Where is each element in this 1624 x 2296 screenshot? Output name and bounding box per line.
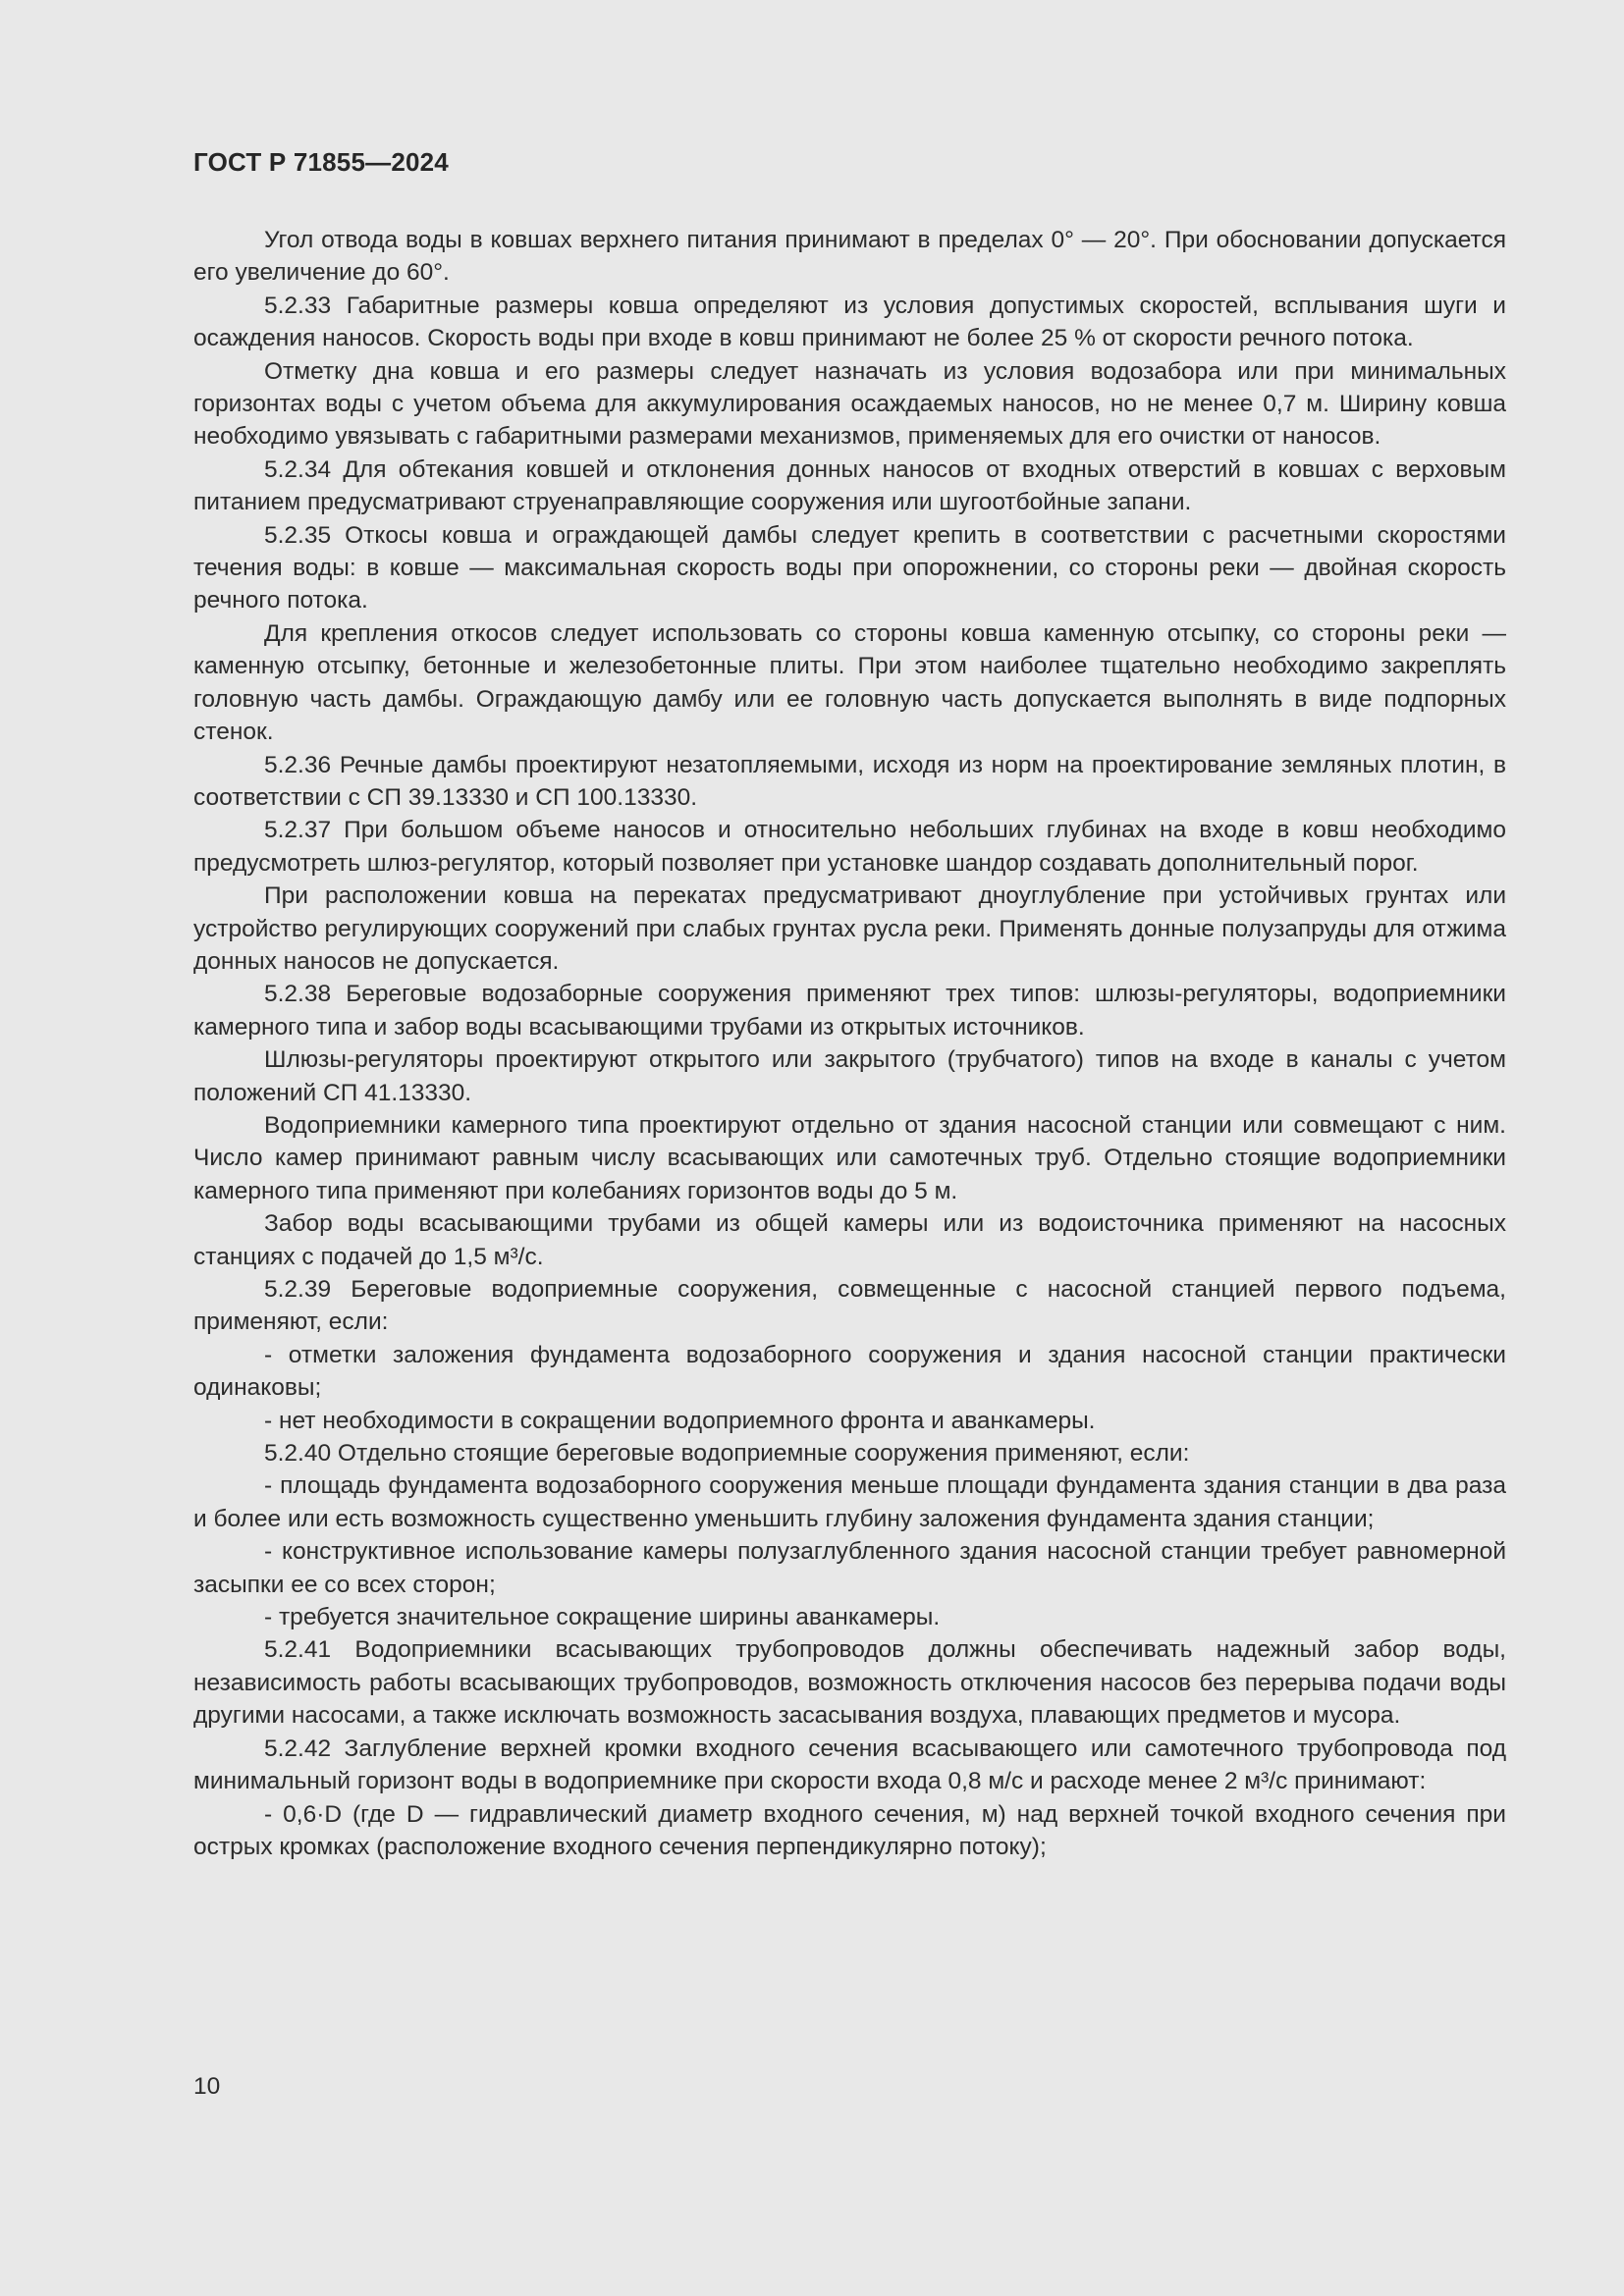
page-number: 10 <box>193 2073 221 2100</box>
paragraph: 5.2.33 Габаритные размеры ковша определяют из условия допустимых скоростей, всплывания шуги и осаждения наносов. Скорость воды при входе в ковш принимают не более 25 % от скорости речного потока. <box>193 292 1506 352</box>
paragraph: 5.2.42 Заглубление верхней кромки входного сечения всасывающего или самотечного трубопровода под минимальный горизонт воды в водоприемнике при скорости входа 0,8 м/с и расходе менее 2 м³/с принимают: <box>193 1735 1506 1795</box>
list-item: - конструктивное использование камеры полузаглубленного здания насосной станции требует равномерной засыпки ее со всех сторон; <box>193 1538 1506 1598</box>
paragraph: Для крепления откосов следует использовать со стороны ковша каменную отсыпку, со стороны реки — каменную отсыпку, бетонные и железобетонные плиты. При этом наиболее тщательно необходимо закреплять головную часть дамбы. Ограждающую дамбу или ее головную часть допускается выполнять в виде подпорных стенок. <box>193 619 1506 746</box>
paragraph: Отметку дна ковша и его размеры следует назначать из условия водозабора или при минимальных горизонтах воды с учетом объема для аккумулирования осаждаемых наносов, но не менее 0,7 м. Ширину ковша необходимо увязывать с габаритными размерами механизмов, применяемых для его очистки от наносов. <box>193 357 1506 451</box>
document-header: ГОСТ Р 71855—2024 <box>193 147 449 177</box>
list-item: - отметки заложения фундамента водозаборного сооружения и здания насосной станции практически одинаковы; <box>193 1341 1506 1402</box>
paragraph: 5.2.36 Речные дамбы проектируют незатопляемыми, исходя из норм на проектирование земляных плотин, в соответствии с СП 39.13330 и СП 100.13330. <box>193 751 1506 811</box>
paragraph: 5.2.39 Береговые водоприемные сооружения, совмещенные с насосной станцией первого подъема, применяют, если: <box>193 1276 1506 1336</box>
paragraph: Забор воды всасывающими трубами из общей камеры или из водоисточника применяют на насосных станциях с подачей до 1,5 м³/с. <box>193 1210 1506 1270</box>
list-item: - требуется значительное сокращение ширины аванкамеры. <box>264 1604 941 1631</box>
paragraph: 5.2.40 Отдельно стоящие береговые водоприемные сооружения применяют, если: <box>264 1440 1190 1468</box>
paragraph: 5.2.38 Береговые водозаборные сооружения применяют трех типов: шлюзы-регуляторы, водоприемники камерного типа и забор воды всасывающими трубами из открытых источников. <box>193 981 1506 1041</box>
document-body <box>193 224 1506 1863</box>
paragraph: 5.2.35 Откосы ковша и ограждающей дамбы следует крепить в соответствии с расчетными скоростями течения воды: в ковше — максимальная скорость воды при опорожнении, со стороны реки — двойная скорость речного потока. <box>193 521 1506 614</box>
paragraph: Шлюзы-регуляторы проектируют открытого или закрытого (трубчатого) типов на входе в каналы с учетом положений СП 41.13330. <box>193 1046 1506 1106</box>
paragraph: Водоприемники камерного типа проектируют отдельно от здания насосной станции или совмещают с ним. Число камер принимают равным числу всасывающих или самотечных труб. Отдельно стоящие водоприемники камерного типа применяют при колебаниях горизонтов воды до 5 м. <box>193 1111 1506 1204</box>
list-item: - 0,6·D (где D — гидравлический диаметр входного сечения, м) над верхней точкой входного сечения при острых кромках (расположение входного сечения перпендикулярно потоку); <box>193 1800 1506 1860</box>
paragraph: При расположении ковша на перекатах предусматривают дноуглубление при устойчивых грунтах или устройство регулирующих сооружений при слабых грунтах русла реки. Применять донные полузапруды для отжима донных наносов не допускается. <box>193 882 1506 975</box>
paragraph: 5.2.41 Водоприемники всасывающих трубопроводов должны обеспечивать надежный забор воды, независимость работы всасывающих трубопроводов, возможность отключения насосов без перерыва подачи воды другими насосами, а также исключать возможность засасывания воздуха, плавающих предметов и мусора. <box>193 1636 1506 1730</box>
list-item: - площадь фундамента водозаборного сооружения меньше площади фундамента здания станции в два раза и более или есть возможность существенно уменьшить глубину заложения фундамента здания станции; <box>193 1472 1506 1532</box>
paragraph: 5.2.34 Для обтекания ковшей и отклонения донных наносов от входных отверстий в ковшах с верховым питанием предусматривают струенаправляющие сооружения или шугоотбойные запани. <box>193 455 1506 516</box>
list-item: - нет необходимости в сокращении водоприемного фронта и аванкамеры. <box>264 1407 1096 1434</box>
paragraph: Угол отвода воды в ковшах верхнего питания принимают в пределах 0° — 20°. При обосновании допускается его увеличение до 60°. <box>193 227 1506 287</box>
paragraph: 5.2.37 При большом объеме наносов и относительно небольших глубинах на входе в ковш необходимо предусмотреть шлюз-регулятор, который позволяет при установке шандор создавать дополнительный порог. <box>193 817 1506 877</box>
